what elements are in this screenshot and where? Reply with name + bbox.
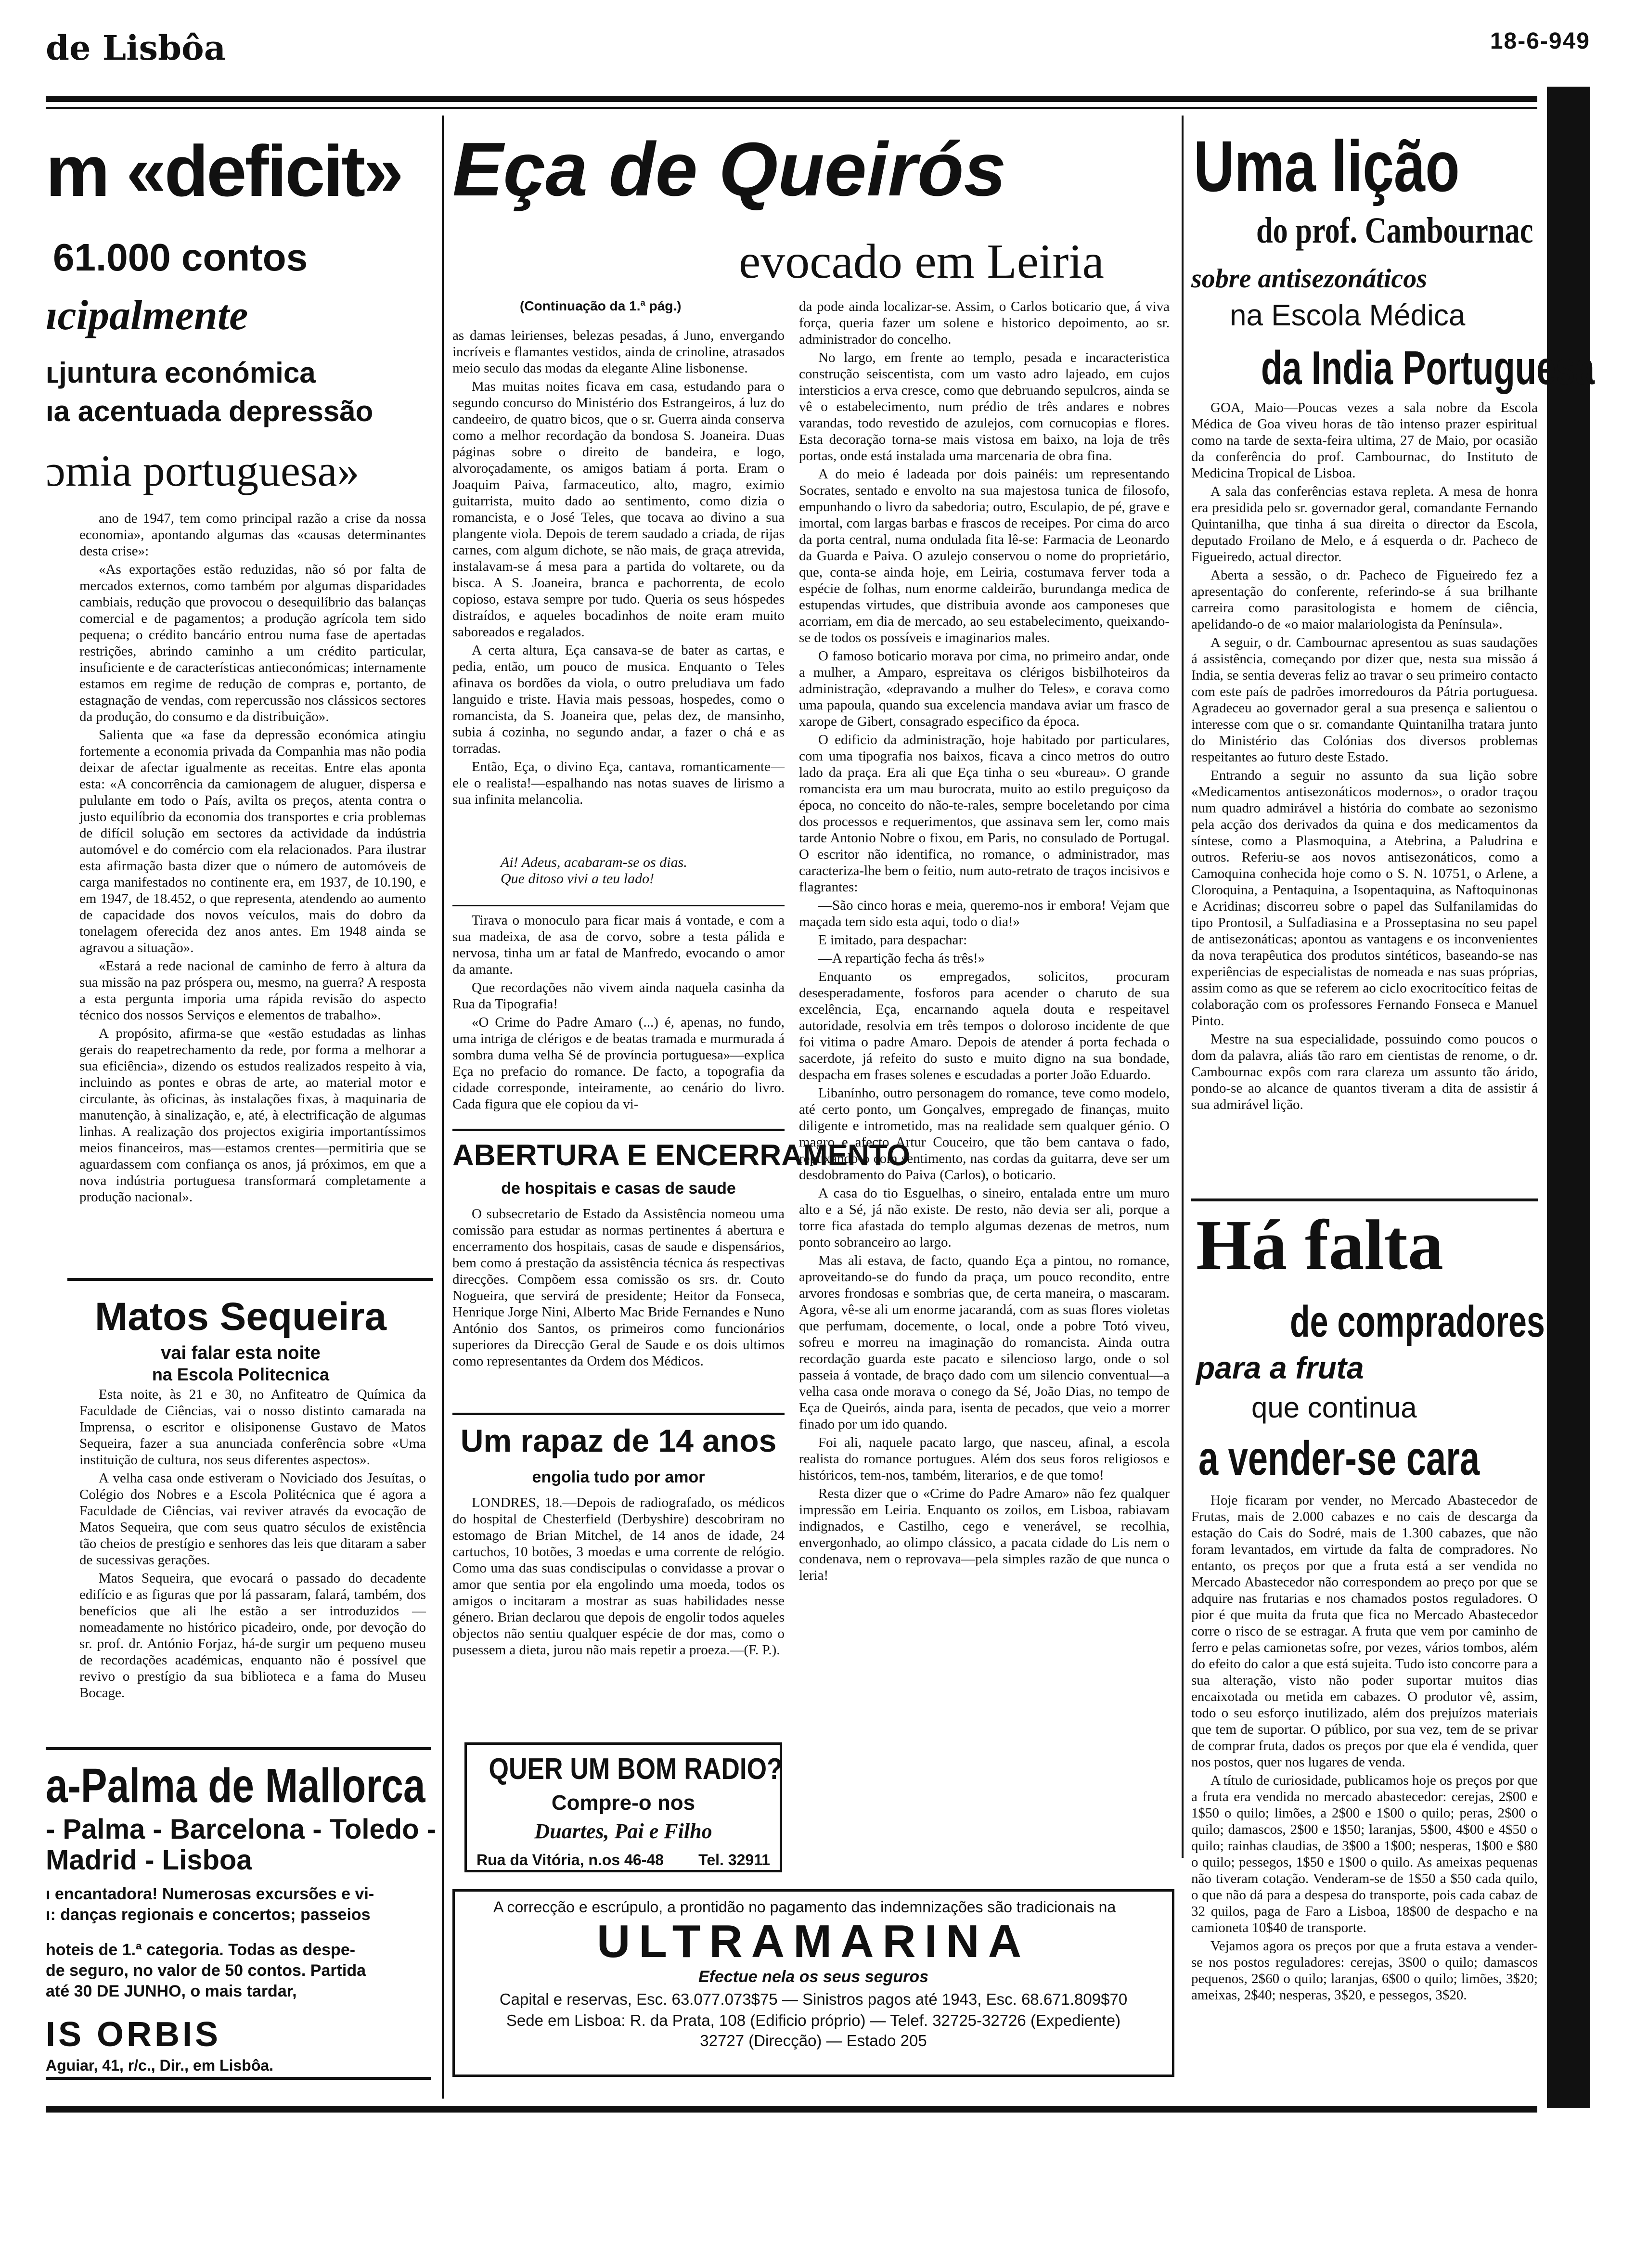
paragraph: O edificio da administração, hoje habitado por particulares, com uma tipografia nos baixos, ficava a cinco metros do outro lado da praça. Era ali que Eça tinha o seu «bureau». O grande romancista era um mau burocrata, muito ao estilo preguiçoso da época, no conceito do não-te-rales, sempre boceletando por cima dos processos e requerimentos, que assinava sem ler, como mais tarde Antonio Nobre o fixou, em Paris, no consulado de Portugal. O escritor não identifica, no romance, o administrador, mas caracteriza-lhe bem o feitio, num auto-retrato de traços incisivos e flagrantes: bbox=[799, 732, 1170, 895]
col1-article-body bbox=[79, 510, 426, 1280]
ultramarina-name: ULTRAMARINA bbox=[596, 1916, 1030, 1967]
column-rule bbox=[1182, 116, 1184, 1858]
licao-subtitle: do prof. Cambournac bbox=[1256, 210, 1533, 251]
palma-text: hoteis de 1.ª categoria. Todas as despe- bbox=[46, 1941, 356, 1959]
eca-verse bbox=[501, 854, 770, 887]
matos-title: Matos Sequeira bbox=[94, 1295, 387, 1339]
radio-phone: Tel. 32911 bbox=[698, 1851, 770, 1869]
paragraph: —São cinco horas e meia, queremo-nos ir embora! Vejam que maçada tem sido esta aqui, todo o dia!» bbox=[799, 898, 1170, 929]
eca-continuation: (Continuação da 1.ª pág.) bbox=[520, 298, 682, 313]
paragraph: E imitado, para despachar: bbox=[818, 932, 967, 948]
verse-line: Ai! Adeus, acabaram-se os dias. bbox=[501, 854, 687, 870]
eca-column-b bbox=[799, 298, 1170, 1757]
paragraph: Matos Sequeira, que evocará o passado do decadente edifício e as figuras que por lá passaram, falará, também, dos benefícios que ali lhe estão a ser introduzidos — nomeadamente no histórico picadeiro, onde, por devoção do sr. prof. dr. António Forjaz, há-de surgir um pequeno museu de recordações académicas, enquanto não é possível que revivo o prestígio da sua biblioteca e a fama do Museu Bocage. bbox=[79, 1571, 426, 1701]
col1-subhead: ıa acentuada depressão bbox=[46, 395, 373, 427]
palma-agency: IS ORBIS bbox=[46, 2015, 221, 2054]
paragraph: Que recordações não vivem ainda naquela casinha da Rua da Tipografia! bbox=[452, 980, 785, 1012]
eca-column-a bbox=[452, 327, 785, 886]
radio-ad[interactable] bbox=[464, 1742, 782, 1872]
palma-route: Madrid - Lisboa bbox=[46, 1844, 252, 1876]
abertura-body bbox=[452, 1206, 785, 1422]
ultramarina-ad[interactable] bbox=[452, 1889, 1174, 2077]
licao-body bbox=[1191, 399, 1538, 1208]
paragraph: Mas muitas noites ficava em casa, estudando para o segundo concurso do Ministério dos Estrangeiros, á luz do candeeiro, de quatro bicos, que o sr. Guerra ainda conserva como a melhor recordação da bondosa S. Joaneira. Duas páginas sobre o direito de bandeira, e logo, alvoroçadamente, os amigos batiam á porta. Eram o Joaquim Paiva, farmaceutico, alto, magro, eximio guitarrista, muito dado ao sentimento, como dizia o romancista, e o José Teles, que tocava ao divino a sua plangente viola. Depois de terem saudado a criada, de rijas carnes, com algum dichote, se não mais, de graça atrevida, instalavam-se á mesa para a partida do voltarete, ou da bisca. A S. Joaneira, branca e pachorrenta, de ecolo copioso, estava sempre por tudo. Queria os seus hóspedes distraídos, e aqueles bocadinhos de noite eram muito saboreados e regalados. bbox=[452, 379, 785, 640]
paragraph: —A repartição fecha ás três!» bbox=[818, 951, 985, 966]
paragraph: A seguir, o dr. Cambournac apresentou as suas saudações á assistência, começando por dizer que, nesta sua missão á India, se sentia deveras feliz ao travar o seu primeiro contacto com este país de padrões imorredouros da Pátria portuguesa. Agradeceu ao governador geral a sua presença e salientou o interesse com que o sr. comandante Quintanilha tratara junto do Ministério das Colónias dos diversos problemas respeitantes ao futuro deste Estado. bbox=[1191, 635, 1538, 765]
paragraph: Tirava o monoculo para ficar mais á vontade, e com a sua madeixa, de asa de corvo, sobre a testa pálida e nervosa, tinha um ar fatal de Manfredo, evocando o amor da amante. bbox=[452, 913, 785, 977]
paragraph: GOA, Maio—Poucas vezes a sala nobre da Escola Médica de Goa viveu horas de tão intenso prazer espiritual como na tarde de sexta-feira ultima, 27 de Maio, por ocasião da conferência do prof. Cambournac, do Instituto de Medicina Tropical de Lisboa. bbox=[1191, 400, 1538, 481]
paragraph: O famoso boticario morava por cima, no primeiro andar, onde a mulher, a Amparo, espreitava os clérigos bisbilhoteiros da administração, «depravando a mulher do Teles», e corava como uma papoula, quando sua excelencia mandava aviar um frasco de xarope de Gibert, consagrado especifico da época. bbox=[799, 648, 1170, 729]
masthead: de Lisbôa bbox=[46, 28, 226, 68]
paragraph: as damas leirienses, belezas pesadas, á Juno, envergando incríveis e flamantes vestidos, ainda de crinoline, atrasados meio seculo das modas da elegante Aline lisbonense. bbox=[452, 328, 785, 376]
palma-ad[interactable] bbox=[46, 1759, 437, 2075]
col1-subhead: ʟjuntura económica bbox=[46, 357, 316, 389]
paragraph: LONDRES, 18.—Depois de radiografado, os médicos do hospital de Chesterfield (Derbyshire) descobriram no estomago de Brian Mitchel, de 14 anos de idade, 24 cartuchos, 10 botões, 3 moedas e uma corrente de relógio. Como uma das suas condiscipulas o convidasse a provar o amor que sentia por ela engolindo uma moeda, todos os amigos o incitaram a mostrar as suas habilidades nesse género. Brian declarou que depois de engolir todos aqueles objectos não sentiu qualquer espécie de dor mas, como o pusessem a dieta, jurou não mais repetir a proeza.—(F. P.). bbox=[452, 1495, 785, 1658]
radio-firm: Duartes, Pai e Filho bbox=[534, 1819, 712, 1843]
palma-title: a-Palma de Mallorca bbox=[46, 1759, 425, 1813]
ultramarina-capital: Capital e reservas, Esc. 63.077.073$75 — Sinistros pagos até 1943, Esc. 68.671.809$70 bbox=[499, 1990, 1128, 2008]
palma-address: Aguiar, 41, r/c., Dir., em Lisbôa. bbox=[46, 2057, 274, 2074]
eca-title: Eça de Queirós bbox=[452, 127, 1006, 212]
matos-subtitle: vai falar esta noite bbox=[161, 1343, 321, 1363]
radio-text: Compre-o nos bbox=[551, 1791, 695, 1815]
paragraph: «O Crime do Padre Amaro (...) é, apenas, no fundo, uma intriga de clérigos e de beatas tramada e murmurada á sombra duma velha Sé de província portuguesa»—explica Eça no prefacio do romance. De facto, a topografia da cidade corresponde, inteiramente, ao cenário do livro. Cada figura que ele copiou da vi- bbox=[452, 1015, 785, 1112]
divider bbox=[46, 2077, 431, 2080]
palma-text: até 30 DE JUNHO, o mais tardar, bbox=[46, 1982, 297, 2000]
paragraph: da pode ainda localizar-se. Assim, o Carlos boticario que, á viva força, queria fazer um solene e historico depoimento, ao sr. administrador do concelho. bbox=[799, 299, 1170, 347]
divider bbox=[452, 1129, 785, 1131]
licao-subtitle: na Escola Médica bbox=[1230, 299, 1466, 332]
paragraph: A propósito, afirma-se que «estão estudadas as linhas gerais do reapetrechamento da rede, por forma a melhorar a sua eficiência», dizendo os estudos realizados respeito à via, incluindo as pontes e obras de arte, ao material motor e circulante, às oficinas, às instalações fixas, à maquinaria de manutenção, à sinalização, e, até, à electrificação de algumas linhas. A realização dos projectos exigiria importantíssimos meios financeiros, mas—estamos crentes—permitiria que se aguardassem com confiança os anos, já próximos, em que a nova indústria portuguesa transformará completamente a produção nacional». bbox=[79, 1026, 426, 1205]
palma-route: - Palma - Barcelona - Toledo - bbox=[46, 1814, 437, 1845]
falta-subtitle: de compradores bbox=[1290, 1297, 1545, 1346]
eca-subtitle: evocado em Leiria bbox=[739, 234, 1104, 289]
divider bbox=[67, 1278, 433, 1281]
column-rule bbox=[442, 116, 444, 2099]
paragraph: ano de 1947, tem como principal razão a crise da nossa economia», apontando algumas das «causas determinantes desta crise»: bbox=[79, 511, 426, 559]
col1-subhead: 61.000 contos bbox=[53, 236, 308, 279]
paragraph: Mestre na sua especialidade, possuindo como poucos o dom da palavra, aliás tão raro em cientistas de renome, o dr. Cambournac expôs com rara clareza um assunto tão árido, pondo-se ao alcance de quantos tiveram a dita de assistir á sua admirável lição. bbox=[1191, 1031, 1538, 1112]
divider bbox=[1191, 1198, 1538, 1201]
top-rule-thin bbox=[46, 107, 1537, 109]
divider bbox=[452, 1413, 785, 1415]
palma-text: de seguro, no valor de 50 contos. Partida bbox=[46, 1961, 366, 1980]
col1-subhead: ıcipalmente bbox=[46, 292, 248, 339]
falta-subtitle: para a fruta bbox=[1196, 1351, 1364, 1385]
verse-line: Que ditoso vivi a teu lado! bbox=[501, 871, 655, 887]
rapaz-body bbox=[452, 1495, 785, 1735]
paragraph: A certa altura, Eça cansava-se de bater as cartas, e pedia, então, um pouco de musica. Enquanto o Teles afinava os bordões da viola, o outro preludiava um fado languido e triste. Havia mais pessoas, hospedes, como o romancista, da S. Joaneira que, pelas dez, de mansinho, subia á cozinha, no segundo andar, a fazer o chá e as torradas. bbox=[452, 643, 785, 756]
paragraph: A sala das conferências estava repleta. A mesa de honra era presidida pelo sr. governador geral, comandante Fernando Quintanilha, que tinha á sua direita o director da Escola, deputado Froilano de Melo, e á esquerda o dr. Pacheco de Figueiredo, actual director. bbox=[1191, 484, 1538, 565]
ultramarina-intro: A correcção e escrúpulo, a prontidão no pagamento das indemnizações são tradicionais na bbox=[493, 1898, 1116, 1916]
paragraph: O subsecretario de Estado da Assistência nomeou uma comissão para estudar as normas pertinentes á abertura e encerramento dos hospitais, casas de saude e dispensários, bem como á prestação da assistência técnica ás respectivas direcções. Compõem essa comissão os srs. dr. Couto Nogueira, que servirá de presidente; Heitor da Fonseca, Henrique Jorge Nini, Alberto Mac Bride Fernandes e Nuno António dos Santos, os primeiros como funcionários superiores da Direcção Geral de Saude e os dois ultimos como representantes da Ordem dos Médicos. bbox=[452, 1206, 785, 1369]
divider bbox=[452, 905, 785, 906]
paragraph: Então, Eça, o divino Eça, cantava, romanticamente—ele o realista!—espalhando nas notas suaves de lirismo a sua infinita melancolia. bbox=[452, 759, 785, 807]
paragraph: Foi ali, naquele pacato largo, que nasceu, afinal, a escola realista do romance portugues. Além dos seus foros religiosos e históricos, tem-nos, também, literarios, e de que tomo! bbox=[799, 1435, 1170, 1483]
falta-body bbox=[1191, 1492, 1538, 2094]
page-date: 18-6-949 bbox=[1490, 28, 1590, 54]
paragraph: «As exportações estão reduzidas, não só por falta de mercados externos, como também por algumas disparidades cambiais, redução que provocou o desequilíbrio das balanças comercial e de pagamentos; a produção agrícola tem sido pequena; o crédito bancário entrou numa fase de apertadas restrições, abrindo caminho a um crédito particular, insuficiente e de características antieconómicas; internamente estamos em regime de redução de compras e, portanto, de estagnação de vendas, com repercussão nos clássicos sectores da produção, do consumo e da distribuição». bbox=[79, 562, 426, 724]
ultramarina-sede: Sede em Lisboa: R. da Prata, 108 (Edificio próprio) — Telef. 32725-32726 (Expediente) bbox=[506, 2011, 1121, 2029]
paragraph: A casa do tio Esguelhas, o sineiro, entalada entre um muro alto e a Sé, já não existe. De resto, não devia ser ali, porque a torre fica afastada do templo algumas dezenas de metros, num ponto sobranceiro ao largo. bbox=[799, 1186, 1170, 1250]
paragraph: A velha casa onde estiveram o Noviciado dos Jesuítas, o Colégio dos Nobres e a Escola Politécnica que é agora a Faculdade de Ciências, vai reviver através da evocação de Matos Sequeira, que com seus quatro séculos de existência tão cheios de prestígio e senhores das leis que ditaram a saber de sucessivas gerações. bbox=[79, 1470, 426, 1568]
abertura-subtitle: de hospitais e casas de saude bbox=[501, 1179, 736, 1198]
falta-subtitle: a vender-se cara bbox=[1198, 1431, 1480, 1485]
paragraph: Hoje ficaram por vender, no Mercado Abastecedor de Frutas, mais de 2.000 cabazes e no cais de descarga da estação do Cais do Sodré, mais de 1.300 cabazes, que não foram levantados, em virtude da falta de compradores. No entanto, os preços por que a fruta está a ser vendida no Mercado Abastecedor não correspondem ao preço por que se adquire nas frutarias e nos chamados postos reguladores. O pior é que muita da fruta que fica no Mercado Abastecedor corre o risco de se estragar. A fruta que vem por caminho de ferro e pelas camionetas sofre, por vezes, vários tombos, além do efeito do calor a que está sujeita. Tudo isto concorre para a sua alteração, visto não poder suportar muitos dias encaixotada ou metida em cabazes. O produtor vê, assim, todo o seu esforço inutilizado, além dos prejuízos materiais que tem de suportar. O público, por sua vez, tem de se privar de comprar fruta, dados os preços por que ela é vendida, quer nos postos, quer nos lugares de venda. bbox=[1191, 1493, 1538, 1770]
ultramarina-phones: 32727 (Direcção) — Estado 205 bbox=[700, 2032, 927, 2049]
top-rule bbox=[46, 96, 1537, 102]
palma-text: ı encantadora! Numerosas excursões e vi- bbox=[46, 1885, 374, 1903]
ultramarina-tagline: Efectue nela os seus seguros bbox=[698, 1968, 929, 1986]
paragraph: Entrando a seguir no assunto da sua lição sobre «Medicamentos antisezonáticos modernos», o orador traçou num quadro admirável a história do combate ao sezonismo pela acção dos derivados da quina e dos medicamentos da síntese, como a Plasmoquina, a Atebrina, a Paludrina e outros. Referiu-se aos novos antisezonáticos, como a Camoquina conhecida hoje como o S. N. 10751, o Arlene, a Cloroquina, a Pentaquina, a Isopentaquina, as Naftoquinonas e Acridinas; discorreu sobre o papel das Sulfanilamidas do tipo Prontosil, a Sulfadiasina e a Prosseptasina no seu papel de antisezonáticas; apontou as vantagens e os inconvenientes da nova terapêutica dos produtos sintéticos, baseando-se nas experiências de especialistas de nomeada e nas suas próprias, assim como as que se referem ao ciclo exocritocítico feitas de colaboração com os professores Fernando Fonseca e Manuel Pinto. bbox=[1191, 768, 1538, 1029]
paragraph: Aberta a sessão, o dr. Pacheco de Figueiredo fez a apresentação do conferente, referindo-se á sua brilhante carreira como parasitologista e homem de ciência, apelidando-o de «o maior malariologista da Península». bbox=[1191, 567, 1538, 632]
rapaz-subtitle: engolia tudo por amor bbox=[532, 1468, 705, 1486]
paragraph: Resta dizer que o «Crime do Padre Amaro» não fez qualquer impressão em Leiria. Enquanto os zoilos, em Lisboa, rabiavam indignados, e Castilho, cego e venerável, se recolhia, envergonhado, ao olimpo clássico, a pacata cidade do Lis nem o condenava, nem o reprovava—pela simples razão de que nunca o leria! bbox=[799, 1486, 1170, 1583]
paragraph: Libanínho, outro personagem do romance, teve como modelo, até certo ponto, um Gonçalves, empregado de finanças, muito diligente e intrometido, mas na realidade sem qualquer génio. O magro e afecto Artur Couceiro, que tão bem cantava o fado, repuxando-o com sentimento, nas cordas da guitarra, deve ser um desdobramento do Paiva (Carlos), o boticario. bbox=[799, 1085, 1170, 1183]
paragraph: No largo, em frente ao templo, pesada e incaracteristica construção seiscentista, com um vasto adro lajeado, em cujos intersticios a erva cresce, como que debruando sepulcros, ainda se vê o estabelecimento, num prédio de três andares e nobres varandas, todo revestido de azulejos, com cornucopias e flores. Esta decoração torna-se mais vistosa em baixo, na loja de três portas, onde está instalada uma marcenaria de obra fina. bbox=[799, 350, 1170, 464]
licao-subtitle: da India Portuguesa bbox=[1261, 341, 1595, 394]
rapaz-title: Um rapaz de 14 anos bbox=[460, 1423, 777, 1458]
paragraph: Esta noite, às 21 e 30, no Anfiteatro de Química da Faculdade de Ciências, vai o nosso distinto camarada na Imprensa, o escritor e olisiponense Gustavo de Matos Sequeira, fazer a sua anunciada conferência sobre «Uma instituição de cultura, nos seus diferentes aspectos». bbox=[79, 1387, 426, 1468]
col1-headline: m «deficit» bbox=[46, 130, 402, 211]
licao-subtitle: sobre antisezonáticos bbox=[1191, 264, 1428, 294]
paragraph: Vejamos agora os preços por que a fruta estava a vender-se nos postos reguladores: cerejas, 3$00 o quilo; damascos pequenos, 2$60 o quilo; laranjas, 6$00 o quilo; limões, 3$20; ameixas, 2$40; nesperas, 3$20, e pessegos, 3$20. bbox=[1191, 1938, 1538, 2003]
paragraph: Enquanto os empregados, solicitos, procuram desesperadamente, fosforos para acender o charuto de sua excelência, Eça, encarnando aquela douta e respeitavel autoridade, resolvia em três tempos o doloroso incidente de que foi vitima o padre Amaro. Depois de atender á porta fechada o sacerdote, já refeito do susto e muito digno na sua bondade, despacha em frases solenes e escudadas a porter João Eduardo. bbox=[799, 969, 1170, 1082]
falta-title: Há falta bbox=[1196, 1206, 1443, 1285]
paragraph: Salienta que «a fase da depressão económica atingiu fortemente a economia privada da Companhia mas não podia deixar de afectar igualmente as receitas. Entre elas aponta esta: «A concorrência da camionagem de aluguer, dispersa e pululante em todo o País, avilta os preços, atenta contra o justo equilíbrio da economia dos transportes e cria problemas de difícil solução em sectores da actividade da indústria automóvel e do comércio com ela relacionados. Para ilustrar esta afirmação basta dizer que o número de automóveis de carga manifestados no continente era, em 1937, de 10.190, e em 1947, de 18.452, o que representa, atendendo ao aumento de capacidade dos novos veículos, mais do dobro da tonelagem oferecida dez anos antes. Em 1948 ainda se agravou a situação». bbox=[79, 727, 426, 955]
matos-subtitle: na Escola Politecnica bbox=[152, 1365, 330, 1384]
licao-title: Uma lição bbox=[1194, 126, 1460, 206]
col1-subhead: ɔmia portuguesa» bbox=[46, 446, 360, 495]
eca-column-a-continued bbox=[452, 912, 785, 1129]
abertura-title: ABERTURA E ENCERRAMENTO bbox=[452, 1139, 910, 1172]
paragraph: A título de curiosidade, publicamos hoje os preços por que a fruta era vendida no mercado abastecedor: cerejas, 2$00 e 1$50 o quilo; limões, a 2$00 e 1$00 o quilo; peras, 2$00 o quilo; damascos, 2$00 e 1$50; laranjas, 5$00, 4$00 e 4$50 o quilo; rainhas claudias, de 3$00 a 1$00; nesperas, 1$00 e $80 o quilo; pessegos, 1$50 e 1$00 o quilo. As ameixas pequenas não tiveram cotação. Venderam-se de 1$50 a $50 cada quilo, o que não dá para a despesa do transporte, pois cada cabaz de 32 quilos, paga de Faro a Lisboa, 18$00 de despacho e na camioneta 10$40 de transporte. bbox=[1191, 1773, 1538, 1935]
radio-address: Rua da Vitória, n.os 46-48 bbox=[476, 1851, 664, 1869]
bottom-rule bbox=[46, 2106, 1537, 2113]
paragraph: A do meio é ladeada por dois painéis: um representando Socrates, sentado e envolto na sua majestosa tunica de filosofo, empunhando o livro da sabedoria; outro, Esculapio, de pé, grave e imortal, com largas barbas e frascos de receipes. Por cima do arco da porta central, numa ondulada fita lê-se: Farmacia de Leonardo da Guarda e Paiva. O azulejo conservou o nome do proprietário, que, conta-se ainda hoje, em Leiria, costumava ferver toda a espécie de folhas, num enorme caldeirão, burundanga medica de estupendas virtudes, que distribuia avonde aos camponeses que acorriam, em dia de mercado, ao seu estabelecimento, queixando-se de todos os possíveis e imaginarios males. bbox=[799, 466, 1170, 645]
paragraph: Mas ali estava, de facto, quando Eça a pintou, no romance, aproveitando-se do fundo da praça, um pouco recondito, entre arvores frondosas e sombrias que, de certa maneira, o mascaram. Agora, vê-se ali um enorme jacarandá, com as suas flores violetas que perfumam, docemente, o local, onde a pobre Totó viveu, sofreu e morreu na imaginação do romancista. Ainda outra recordação guarda este pacato e silencioso largo, onde o sol passeia á vontade, de braço dado com um silencio conventual—a velha casa onde morava o conego da Sé, João Dias, no tempo de Eça de Queirós, ainda para, isenta de pecados, que veio a morrer finado por um ido quando. bbox=[799, 1253, 1170, 1432]
radio-title: QUER UM BOM RADIO? bbox=[489, 1753, 783, 1786]
falta-subtitle: que continua bbox=[1251, 1392, 1417, 1424]
divider bbox=[46, 1747, 431, 1750]
palma-text: ı: danças regionais e concertos; passeios bbox=[46, 1906, 371, 1924]
paragraph: «Estará a rede nacional de caminho de ferro à altura da sua missão na paz próspera ou, mesmo, na guerra? A resposta a esta pergunta imporia uma rápida revisão do aspecto técnico dos nossos Serviços e elementos de trabalho». bbox=[79, 958, 426, 1023]
